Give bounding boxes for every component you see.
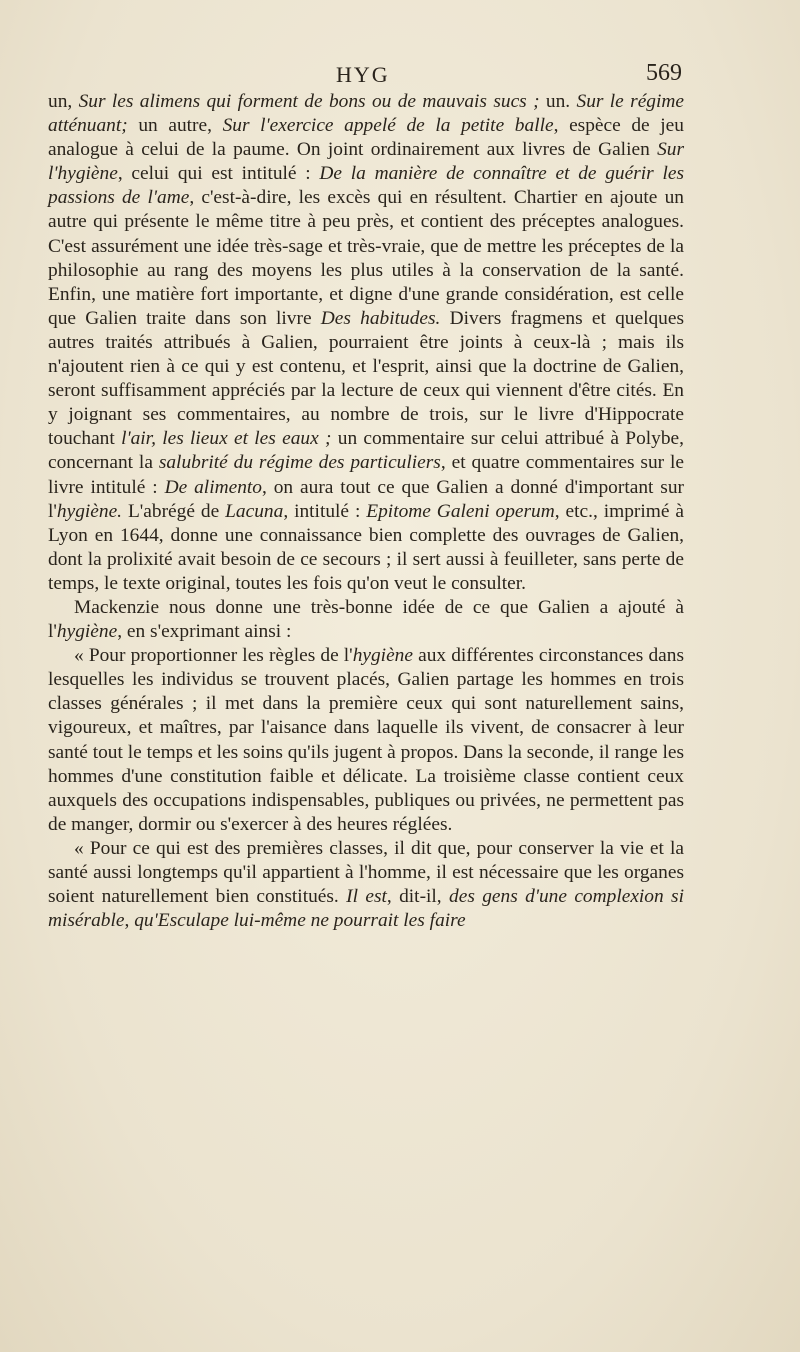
text-run: , on aura tout ce que Galien a donné d'important sur l' bbox=[48, 476, 685, 522]
italic-run: hygiène bbox=[56, 621, 118, 643]
text-run: , etc., imprimé à Lyon en 1644, donne une connaissance bien complette des ouvrages de Galien, dont la prolixité avait besoin de ce secours ; il sert aussi à feuilleter, sans perte de temps, le texte original, toutes les fois qu'on veut le consulter. bbox=[48, 500, 684, 594]
paragraph-mackenzie bbox=[48, 596, 684, 644]
text-run: , et quatre commentaires sur le livre intitulé : bbox=[48, 452, 684, 498]
italic-run: Des habitudes. bbox=[320, 307, 441, 329]
text-run: Mackenzie nous donne une très-bonne idée de ce que Galien a ajouté à l' bbox=[48, 596, 684, 643]
text-run: un commentaire sur celui attribué à Polybe, concernant la bbox=[48, 428, 684, 474]
italic-run: Sur le régime atténuant; bbox=[48, 91, 684, 137]
text-run: L'abrégé de bbox=[122, 500, 226, 522]
text-run: , dit-il, bbox=[386, 886, 450, 908]
text-run: , espèce de jeu analogue à celui de la paume. On joint ordinairement aux livres de Galien bbox=[48, 115, 684, 161]
page-number: 569 bbox=[646, 60, 682, 86]
running-head: HYG bbox=[336, 62, 390, 87]
text-run: , celui qui est intitulé : bbox=[117, 163, 320, 185]
italic-run: des gens d'une complexion si misérable bbox=[48, 886, 684, 932]
paragraph-quote-first-classes bbox=[48, 837, 684, 933]
text-run: Divers fragmens et quelques autres traités attribués à Galien, pourraient être joints à ceux-là ; mais ils n'ajoutent rien à ce qui y est contenu, et l'esprit, ainsi que la doctrine de Galien, seront suffisamment appréciés par la lecture de ceux qui viennent d'être cités. En y joignant ses commentaires, au nombre de trois, sur le livre d'Hippocrate touchant bbox=[48, 307, 684, 450]
italic-run: hygiène. bbox=[56, 500, 123, 522]
text-run: un. bbox=[539, 91, 577, 112]
text-run: un, bbox=[48, 91, 79, 112]
italic-run: De alimento bbox=[164, 476, 262, 498]
italic-run: Il est bbox=[346, 886, 387, 908]
page-header bbox=[48, 56, 682, 92]
text-run: « Pour ce qui est des premières classes, il dit que, pour conserver la vie et la santé aussi longtemps qu'il appartient à l'homme, il est nécessaire que les organes soient naturellement bien constitués. bbox=[48, 837, 684, 908]
text-run: aux différentes circonstances dans lesquelles les individus se trouvent placés, Galien partage les hommes en trois classes générales ; il met dans la première ceux qui sont naturellement sains, vigoureux, et maîtres, par l'aisance dans laquelle ils vivent, de consacrer à leur santé tout le temps et les soins qu'ils jugent à propos. Dans la seconde, il range les hommes d'une constitution faible et délicate. La troisième classe contient ceux auxquels des occupations indispensables, publiques ou privées, ne permettent pas de manger, dormir ou s'exercer à des heures réglées. bbox=[48, 645, 684, 835]
text-run: , en s'exprimant ainsi : bbox=[117, 621, 292, 643]
italic-run: salubrité du régime des particuliers bbox=[158, 452, 441, 474]
italic-run: Lacuna bbox=[225, 500, 284, 522]
italic-run: Sur l'hygiène bbox=[48, 139, 684, 185]
text-run: un autre, bbox=[127, 115, 223, 137]
italic-run: l'air, les lieux et les eaux ; bbox=[121, 428, 332, 450]
text-run: , intitulé : bbox=[283, 500, 367, 522]
body-text bbox=[48, 90, 684, 933]
paragraph-quote-classes bbox=[48, 644, 684, 837]
italic-run: Sur l'exercice appelé de la petite balle bbox=[222, 115, 554, 137]
text-run: , bbox=[124, 910, 135, 932]
italic-run: De la manière de connaître et de guérir les passions de l'ame bbox=[48, 163, 684, 209]
text-run: , c'est-à-dire, les excès qui en résultent. Chartier en ajoute un autre qui présente le même titre à peu près, et contient des préceptes analogues. C'est assurément une idée très-sage et très-vraie, que de mettre les préceptes de la philosophie au rang des moyens les plus utiles à la conservation de la santé. Enfin, une matière fort importante, et digne d'une grande considération, est celle que Galien traite dans son livre bbox=[48, 187, 684, 329]
italic-run: Epitome Galeni operum bbox=[366, 500, 555, 522]
italic-run: qu'Esculape lui-même ne pourrait les faire bbox=[134, 910, 466, 932]
text-run: « Pour proportionner les règles de l' bbox=[74, 645, 353, 667]
italic-run: hygiène bbox=[352, 645, 413, 667]
italic-run: Sur les alimens qui forment de bons ou de mauvais sucs ; bbox=[78, 91, 540, 112]
paragraph-galien-works bbox=[48, 90, 684, 596]
